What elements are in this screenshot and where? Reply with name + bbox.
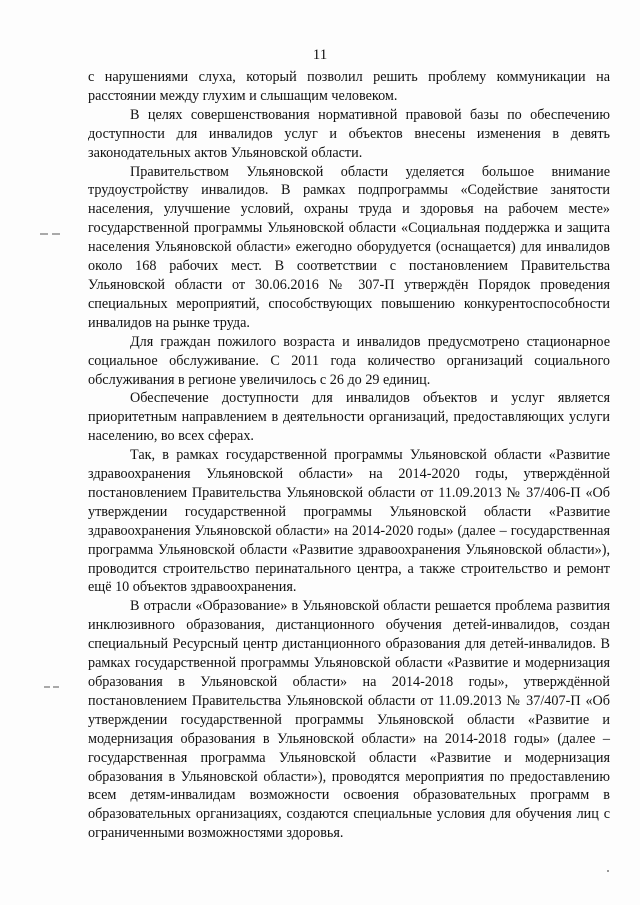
paragraph-continuation: с нарушениями слуха, который позволил решить проблему коммуникации на расстоянии между глухим и слышащим человеком.	[88, 69, 610, 104]
paragraph-accessibility: Обеспечение доступности для инвалидов объектов и услуг является приоритетным направлением в деятельности организаций, предоставляющих услуги населению, во всех сферах.	[88, 390, 610, 445]
paragraph-healthcare: Так, в рамках государственной программы Ульяновской области «Развитие здравоохранения Ульяновской области» на 2014-2020 годы, утверждённой постановлением Правительства Ульяновской области от 11.09.2013 № 37/406-П «Об утверждении государственной программы Ульяновской области «Развитие здравоохранения Ульяновской области» на 2014-2020 годы» (далее – государственная программа Ульяновской области «Развитие здравоохранения Ульяновской области»), проводится строительство перинатального центра, а также строительство и ремонт ещё 10 объектов здравоохранения.	[88, 447, 610, 596]
scan-dot-mark	[606, 866, 610, 875]
scan-margin-mark	[40, 230, 62, 239]
page-number: 11	[312, 47, 328, 63]
scan-dash-icon	[40, 231, 62, 237]
paragraph-employment: Правительством Ульяновской области уделяется большое внимание трудоустройству инвалидов. В рамках подпрограммы «Содействие занятости населения, улучшение условий, охраны труда и здоровья на рабочем месте» государственной программы Ульяновской области «Социальная поддержка и защита населения Ульяновской области» ежегодно оборудуется (оснащается) для инвалидов около 168 рабочих мест. В соответствии с постановлением Правительства Ульяновской области от 30.06.2016 № 307-П утверждён Порядок проведения специальных мероприятий, способствующих повышению конкурентоспособности инвалидов на рынке труда.	[88, 163, 610, 331]
paragraph-social-service: Для граждан пожилого возраста и инвалидов предусмотрено стационарное социальное обслуживание. С 2011 года количество организаций социального обслуживания в регионе увеличилось с 26 до 29 единиц.	[88, 333, 610, 388]
scan-dash-icon	[44, 684, 60, 690]
paragraph-legislation: В целях совершенствования нормативной правовой базы по обеспечению доступности для инвалидов услуг и объектов внесены изменения в девять законодательных актов Ульяновской области.	[88, 106, 610, 161]
paragraph-education: В отрасли «Образование» в Ульяновской области решается проблема развития инклюзивного образования, дистанционного обучения детей-инвалидов, создан специальный Ресурсный центр дистанционного образования для детей-инвалидов. В рамках государственной программы Ульяновской области «Развитие и модернизация образования в Ульяновской области» на 2014-2018 годы», утверждённой постановлением Правительства Ульяновской области от 11.09.2013 № 37/407-П «Об утверждении государственной программы Ульяновской области «Развитие и модернизация образования в Ульяновской области» на 2014-2018 годы» (далее – государственная программа Ульяновской области «Развитие и модернизация образования в Ульяновской области»), проводятся мероприятия по предоставлению всем детям-инвалидам возможности освоения образовательных программ в образовательных организациях, создаются специальные условия для обучения лиц с ограниченными возможностями здоровья.	[88, 598, 610, 842]
scan-dot-icon	[606, 869, 610, 873]
scan-margin-mark	[44, 683, 60, 692]
document-body	[88, 68, 610, 843]
